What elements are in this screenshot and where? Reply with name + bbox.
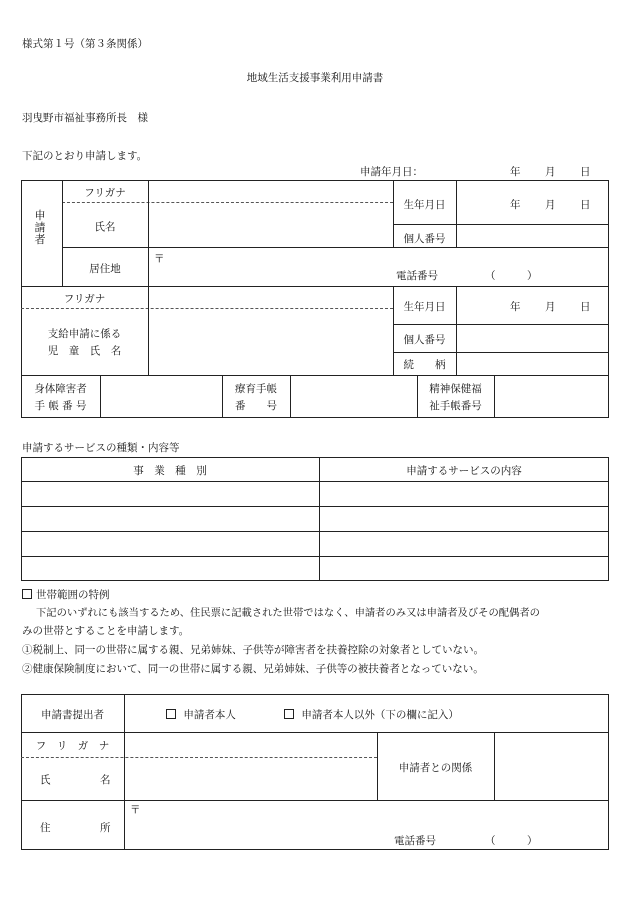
- application-date-year: 年: [510, 166, 521, 178]
- submitter-name-label-a: 氏: [40, 774, 51, 786]
- applicant-phone-paren: （ ）: [485, 270, 538, 282]
- submitter-postal-mark: 〒: [130, 804, 141, 816]
- physical-handbook-label-line2: 手 帳 番 号: [34, 400, 87, 412]
- child-birth-year: 年: [510, 301, 521, 313]
- submitter-furigana-label: フ リ ガ ナ: [35, 740, 110, 752]
- applicant-birthdate-label: 生年月日: [403, 199, 446, 211]
- applicant-personal-number-label: 個人番号: [403, 233, 446, 245]
- applicant-birth-year: 年: [510, 199, 521, 211]
- applicant-birth-month: 月: [545, 199, 556, 211]
- physical-handbook-label-line1: 身体障害者: [34, 383, 87, 395]
- child-name-label-line2: 児 童 氏 名: [47, 345, 122, 357]
- submitter-option-self[interactable]: 申請者本人: [166, 707, 236, 722]
- submitter-label: 申請書提出者: [41, 709, 104, 721]
- mental-handbook-label-line1: 精神保健福: [429, 383, 482, 395]
- submitter-self-checkbox[interactable]: [166, 709, 176, 719]
- submitter-phone-paren: （ ）: [485, 835, 538, 847]
- child-birthdate-label: 生年月日: [403, 301, 446, 313]
- applicant-section-label: 申請者: [34, 209, 46, 246]
- application-date-month: 月: [545, 166, 556, 178]
- mental-handbook-label-line2: 祉手帳番号: [429, 400, 482, 412]
- child-personal-number-label: 個人番号: [403, 334, 446, 346]
- services-heading: 申請するサービスの種類・内容等: [22, 442, 180, 454]
- submitter-relationship-label: 申請者との関係: [398, 762, 473, 774]
- services-col-content: 申請するサービスの内容: [406, 465, 522, 477]
- application-date-label: 申請年月日：: [360, 166, 423, 178]
- household-paragraph-line2: みの世帯とすることを申請します。: [22, 625, 190, 637]
- submitter-option-other[interactable]: 申請者本人以外（下の欄に記入）: [284, 707, 459, 722]
- applicant-birth-day: 日: [580, 199, 591, 211]
- applicant-postal-mark: 〒: [154, 253, 165, 265]
- rehab-handbook-label-line1: 療育手帳: [235, 383, 277, 395]
- child-birth-month: 月: [545, 301, 556, 313]
- applicant-furigana-label: フリガナ: [84, 187, 126, 199]
- services-col-type: 事 業 種 別: [133, 465, 207, 477]
- application-date-day: 日: [580, 166, 591, 178]
- household-heading: 世帯範囲の特例: [22, 587, 110, 602]
- addressee: 羽曳野市福祉事務所長 様: [22, 112, 148, 124]
- form-number: 様式第１号（第３条関係）: [22, 38, 148, 50]
- submitter-other-checkbox[interactable]: [284, 709, 294, 719]
- form-title: 地域生活支援事業利用申請書: [246, 72, 384, 84]
- submitter-address-label-b: 所: [100, 822, 111, 834]
- household-paragraph-line1: 下記のいずれにも該当するため、住民票に記載された世帯ではなく、申請者のみ又は申請者及びその配偶者の: [36, 607, 540, 619]
- child-name-label-line1: 支給申請に係る: [47, 328, 122, 340]
- household-checkbox[interactable]: [22, 589, 32, 599]
- child-birth-day: 日: [580, 301, 591, 313]
- child-relationship-label: 続 柄: [403, 359, 446, 371]
- rehab-handbook-label-line2: 番 号: [235, 400, 277, 412]
- applicant-address-label: 居住地: [89, 263, 121, 275]
- intro-text: 下記のとおり申請します。: [22, 150, 148, 162]
- submitter-name-label-b: 名: [100, 774, 111, 786]
- submitter-address-label-a: 住: [40, 822, 51, 834]
- household-item-1: ①税制上、同一の世帯に属する親、兄弟姉妹、子供等が障害者を扶養控除の対象者としていない。: [22, 644, 484, 656]
- household-item-2: ②健康保険制度において、同一の世帯に属する親、兄弟姉妹、子供等の被扶養者となっていない。: [22, 663, 484, 675]
- applicant-phone-label: 電話番号: [396, 270, 438, 282]
- applicant-name-label: 氏名: [94, 221, 116, 233]
- child-furigana-label: フリガナ: [63, 293, 106, 305]
- submitter-phone-label: 電話番号: [394, 835, 436, 847]
